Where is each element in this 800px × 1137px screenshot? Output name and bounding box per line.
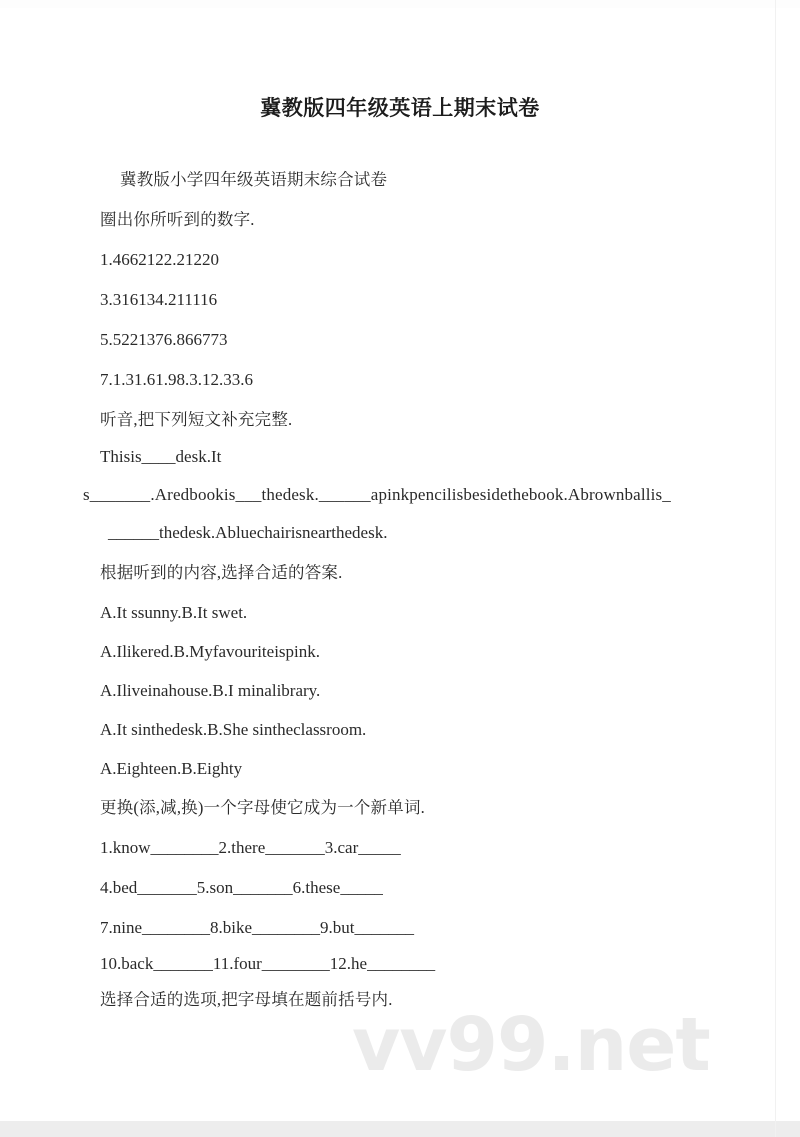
cloze-1: Thisis____desk.It: [100, 447, 222, 466]
word-row-1: 1.know________2.there_______3.car_____: [100, 838, 401, 857]
subtitle: 冀教版小学四年级英语期末综合试卷: [120, 170, 388, 189]
page-title: 冀教版四年级英语上期末试卷: [260, 96, 540, 120]
numbers-2: 3.316134.211116: [100, 290, 218, 309]
watermark-text: vv99.net: [352, 1002, 710, 1088]
section-5: 选择合适的选项,把字母填在题前括号内.: [100, 990, 393, 1009]
word-row-2: 4.bed_______5.son_______6.these_____: [100, 878, 383, 897]
cloze-3: ______thedesk.Abluechairisnearthedesk.: [108, 523, 388, 542]
section-3: 根据听到的内容,选择合适的答案.: [100, 563, 343, 582]
section-2: 听音,把下列短文补充完整.: [100, 410, 293, 429]
choice-2: A.Ilikered.B.Myfavouriteispink.: [100, 642, 321, 661]
numbers-3: 5.5221376.866773: [100, 330, 228, 349]
word-row-3: 7.nine________8.bike________9.but_______: [100, 918, 415, 937]
choice-5: A.Eighteen.B.Eighty: [100, 759, 243, 778]
choice-4: A.It sinthedesk.B.She sintheclassroom.: [100, 720, 367, 739]
page-top-edge: [0, 0, 800, 8]
word-row-4: 10.back_______11.four________12.he________: [100, 954, 436, 973]
section-1: 圈出你所听到的数字.: [100, 210, 255, 229]
choice-1: A.It ssunny.B.It swet.: [100, 603, 248, 622]
cloze-2: s_______.Aredbookis___thedesk.______apinkpencilisbesidethebook.Abrownballis_: [83, 485, 671, 504]
numbers-4: 7.1.31.61.98.3.12.33.6: [100, 370, 253, 389]
page-bottom-edge: [0, 1121, 800, 1137]
numbers-1: 1.4662122.21220: [100, 250, 219, 269]
choice-3: A.Iliveinahouse.B.I minalibrary.: [100, 681, 321, 700]
section-4: 更换(添,减,换)一个字母使它成为一个新单词.: [100, 798, 425, 817]
